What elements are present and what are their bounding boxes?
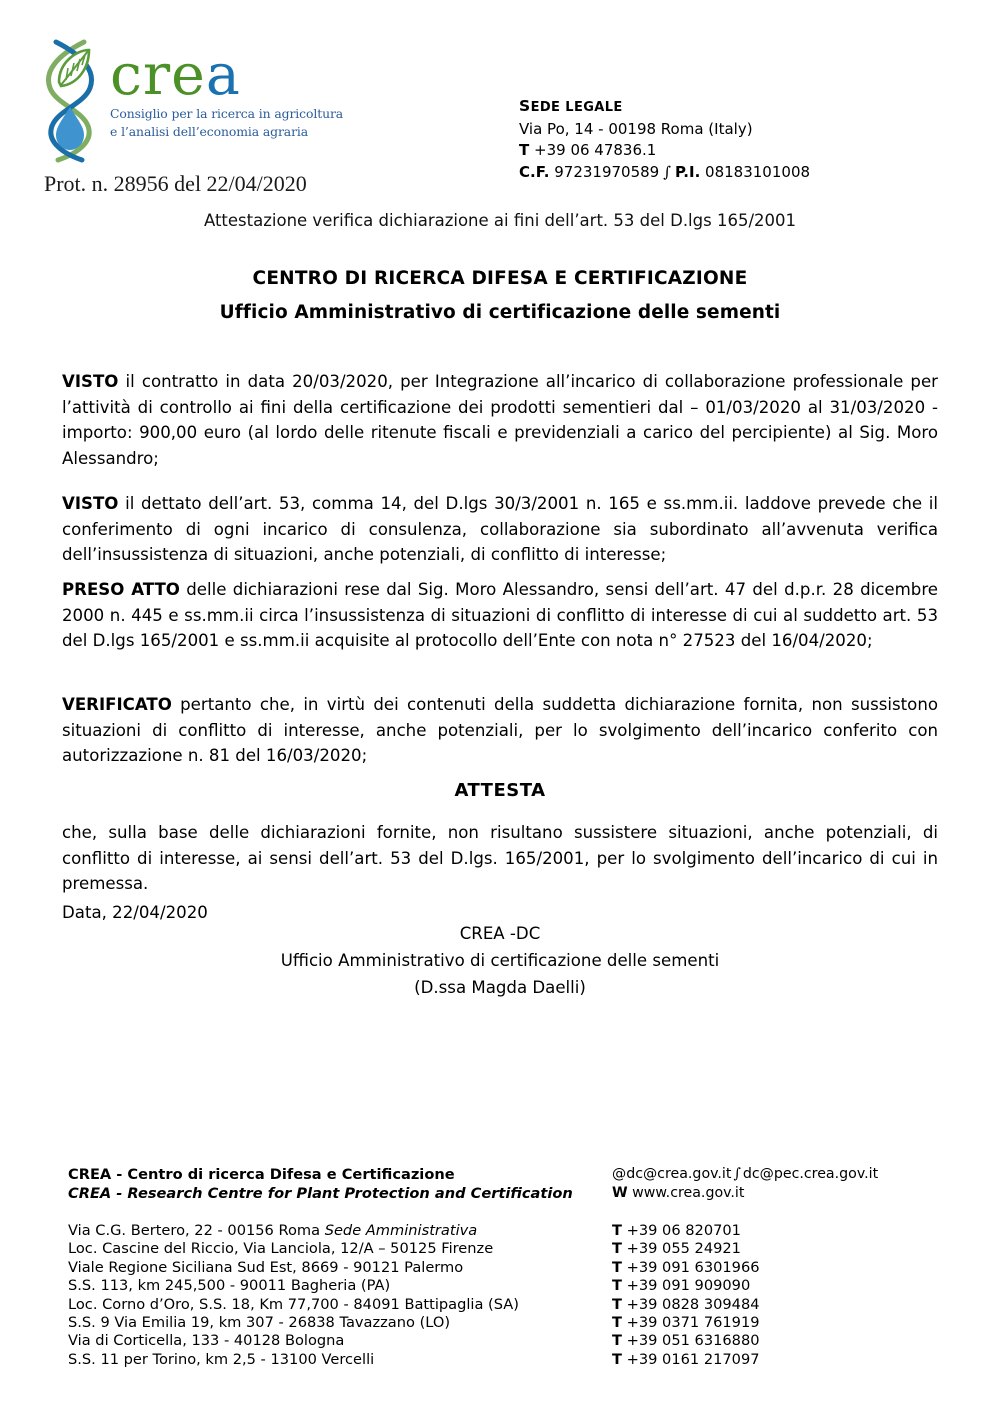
footer-email-row	[612, 1165, 878, 1184]
web-label: W	[612, 1185, 628, 1201]
phone-label: T	[612, 1277, 622, 1295]
address-text: S.S. 11 per Torino, km 2,5 - 13100 Vercelli	[68, 1350, 375, 1368]
phone-label: T	[612, 1313, 622, 1331]
address-text: Via C.G. Bertero, 22 - 00156 Roma	[68, 1222, 325, 1239]
paragraph-visto2	[62, 491, 938, 568]
legal-office-address: Via Po, 14 - 00198 Roma (Italy)	[519, 119, 753, 138]
footer-location-address	[68, 1240, 493, 1258]
address-text: Loc. Corno d’Oro, S.S. 18, Km 77,700 - 84091 Battipaglia (SA)	[68, 1295, 519, 1313]
footer-location-phone	[612, 1332, 760, 1350]
phone-number: +39 051 6316880	[626, 1332, 760, 1350]
phone-label: T	[612, 1295, 622, 1313]
paragraph-closing: che, sulla base delle dichiarazioni fornite, non risultano sussistere situazioni, anche potenziali, di conflitto di interesse, ai sensi dell’art. 53 del D.lgs. 165/2001, per lo svolgimento dell’incarico di cui in premessa.	[62, 823, 938, 894]
legal-office-phone: +39 06 47836.1	[534, 141, 657, 159]
footer-location-row	[0, 1314, 1000, 1332]
footer-location-address	[68, 1277, 390, 1295]
paragraph-preso-atto	[62, 577, 938, 654]
legal-office-fiscal-row	[519, 162, 810, 184]
protocol-number: Prot. n. 28956 del 22/04/2020	[44, 171, 307, 196]
page-subtitle: Ufficio Amministrativo di certificazione delle sementi	[219, 302, 781, 323]
phone-number: +39 06 820701	[626, 1222, 741, 1239]
footer-location-row	[0, 1259, 1000, 1277]
signature-org: CREA -DC	[459, 924, 541, 943]
phone-label: T	[612, 1258, 622, 1276]
footer-location-phone	[612, 1314, 760, 1332]
email-separator-icon: ∫	[733, 1166, 741, 1182]
signature-block	[0, 920, 1000, 1001]
phone-number: +39 055 24921	[626, 1240, 741, 1258]
paragraph-lead: PRESO ATTO	[62, 580, 180, 599]
wordmark-blue-part: a	[205, 42, 241, 108]
footer-header	[0, 1165, 1000, 1207]
paragraph-body: pertanto che, in virtù dei contenuti della suddetta dichiarazione fornita, non sussistono situazioni di conflitto di interesse, anche potenziali, per lo svolgimento dell’incarico conferito con autorizzazione n. 81 del 16/03/2020;	[62, 695, 938, 766]
footer-location-phone	[612, 1259, 760, 1277]
footer-location-phone	[612, 1222, 741, 1240]
address-text: S.S. 113, km 245,500 - 90011 Bagheria (PA)	[68, 1277, 391, 1295]
paragraph-lead: VISTO	[62, 372, 119, 391]
phone-label: T	[519, 141, 530, 159]
page-title: CENTRO DI RICERCA DIFESA E CERTIFICAZIONE	[252, 268, 748, 289]
footer-website[interactable]: www.crea.gov.it	[632, 1185, 745, 1201]
document-footer	[0, 1165, 1000, 1207]
address-text: Loc. Cascine del Riccio, Via Lanciola, 12/A – 50125 Firenze	[68, 1240, 494, 1258]
footer-email-pec[interactable]: dc@pec.crea.gov.it	[742, 1166, 879, 1182]
crea-wordmark-text	[110, 42, 305, 108]
phone-number: +39 091 909090	[626, 1277, 751, 1295]
crea-logo	[32, 38, 344, 168]
phone-number: +39 0828 309484	[626, 1295, 760, 1313]
footer-location-address	[68, 1259, 463, 1277]
fiscal-separator-icon: ∫	[663, 162, 672, 181]
legal-office-phone-row	[519, 140, 810, 162]
phone-number: +39 0371 761919	[626, 1313, 760, 1331]
footer-location-row	[0, 1277, 1000, 1295]
footer-location-phone	[612, 1296, 760, 1314]
attesta-heading: ATTESTA	[454, 780, 546, 801]
footer-locations-list	[0, 1222, 1000, 1369]
footer-location-address	[68, 1314, 450, 1332]
footer-location-phone	[612, 1277, 750, 1295]
footer-location-row	[0, 1222, 1000, 1240]
footer-location-row	[0, 1332, 1000, 1350]
address-note: Sede Amministrativa	[324, 1222, 478, 1239]
cf-label: C.F.	[519, 162, 550, 181]
legal-heading-rest: EDE LEGALE	[530, 100, 623, 115]
crea-tagline-line2: e l’analisi dell’economia agraria	[110, 123, 309, 139]
paragraph-visto1	[62, 369, 938, 471]
address-text: S.S. 9 Via Emilia 19, km 307 - 26838 Tavazzano (LO)	[68, 1313, 451, 1331]
document-header	[0, 38, 1000, 198]
paragraph-body: il dettato dell’art. 53, comma 14, del D.lgs 30/3/2001 n. 165 e ss.mm.ii. laddove prevede che il conferimento di ogni incarico di consulenza, collaborazione sia subordinato all’avvenuta verifica dell’insussistenza di situazioni, anche potenziali, di conflitto di interesse;	[62, 494, 938, 565]
phone-number: +39 091 6301966	[626, 1258, 760, 1276]
legal-office-block	[519, 96, 810, 183]
phone-label: T	[612, 1350, 622, 1368]
pi-value: 08183101008	[705, 162, 811, 181]
address-text: Viale Regione Siciliana Sud Est, 8669 - 90121 Palermo	[68, 1258, 464, 1276]
footer-location-row	[0, 1240, 1000, 1258]
wordmark-green-part: cre	[110, 42, 206, 108]
paragraph-body: delle dichiarazioni rese dal Sig. Moro Alessandro, sensi dell’art. 47 del d.p.r. 28 dicembre 2000 n. 445 e ss.mm.ii circa l’insussistenza di situazioni di conflitto di interesse di cui al suddetto art. 53 del D.lgs 165/2001 e ss.mm.ii acquisite al protocollo dell’Ente con nota n° 27523 del 16/04/2020;	[62, 580, 938, 651]
phone-label: T	[612, 1222, 622, 1239]
document-date: Data, 22/04/2020	[62, 903, 208, 922]
footer-location-address	[68, 1296, 519, 1314]
signature-name: (D.ssa Magda Daelli)	[414, 978, 586, 997]
paragraph-lead: VISTO	[62, 494, 119, 513]
footer-email-primary[interactable]: @dc@crea.gov.it	[612, 1166, 732, 1182]
footer-location-address	[68, 1332, 344, 1350]
crea-tagline-line1: Consiglio per la ricerca in agricoltura	[110, 106, 344, 121]
paragraph-body: il contratto in data 20/03/2020, per Integrazione all’incarico di collaborazione professionale per l’attività di controllo ai fini della certificazione dei prodotti sementieri dal – 01/03/2020 al 31/03/2020 - importo: 900,00 euro (al lordo delle ritenute fiscali e previdenziali a carico del percipiente) al Sig. Moro Alessandro;	[62, 372, 938, 468]
phone-label: T	[612, 1240, 622, 1258]
legal-office-heading	[519, 96, 810, 119]
cf-value: 97231970589	[554, 162, 660, 181]
phone-label: T	[612, 1332, 622, 1350]
pi-label: P.I.	[675, 162, 701, 181]
address-text: Via di Corticella, 133 - 40128 Bologna	[68, 1332, 345, 1350]
legal-heading-cap: S	[519, 97, 531, 115]
footer-web-row	[612, 1184, 744, 1203]
signature-office: Ufficio Amministrativo di certificazione delle sementi	[280, 951, 720, 970]
footer-org-name-it: CREA - Centro di ricerca Difesa e Certificazione	[68, 1166, 455, 1183]
paragraph-lead: VERIFICATO	[62, 695, 172, 714]
phone-number: +39 0161 217097	[626, 1350, 760, 1368]
footer-location-address	[68, 1222, 477, 1240]
paragraph-verificato	[62, 692, 938, 769]
document-subject: Attestazione verifica dichiarazione ai fini dell’art. 53 del D.lgs 165/2001	[203, 211, 797, 230]
footer-location-row	[0, 1296, 1000, 1314]
footer-org-name-en: CREA - Research Centre for Plant Protection and Certification	[68, 1185, 573, 1202]
footer-location-phone	[612, 1351, 760, 1369]
crea-wordmark	[110, 42, 344, 139]
crea-helix-leaf-droplet-icon	[32, 38, 108, 163]
footer-location-row	[0, 1351, 1000, 1369]
footer-location-phone	[612, 1240, 741, 1258]
footer-location-address	[68, 1351, 374, 1369]
